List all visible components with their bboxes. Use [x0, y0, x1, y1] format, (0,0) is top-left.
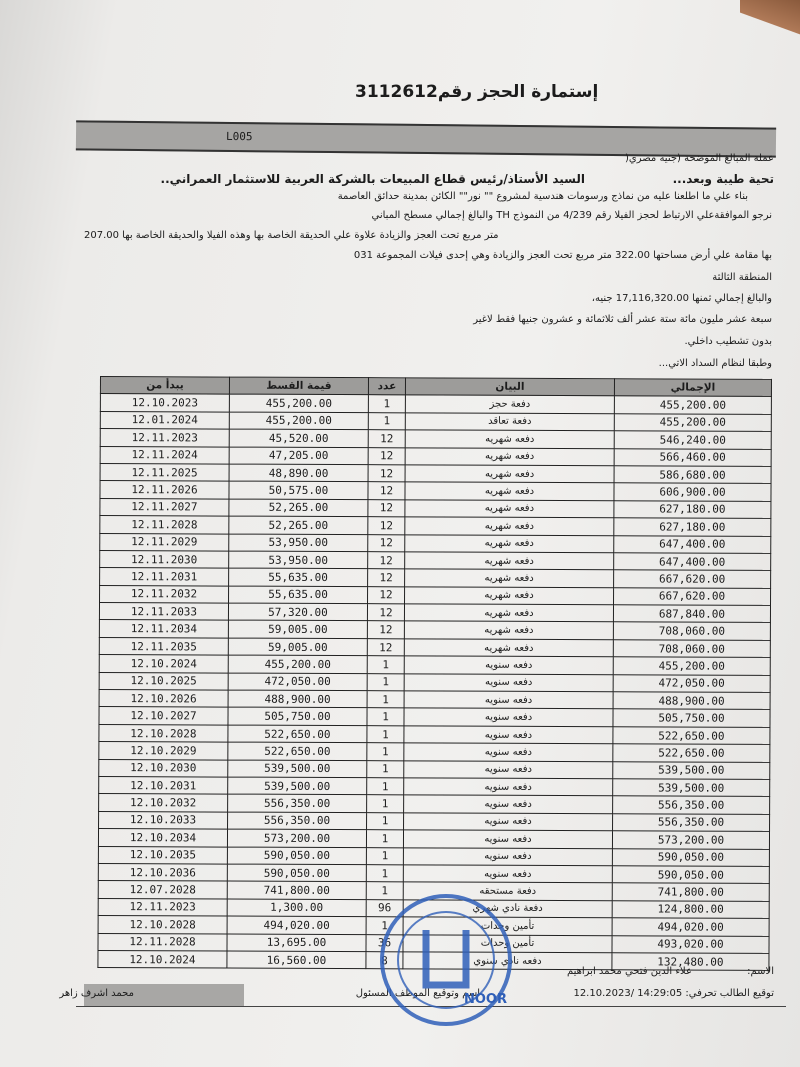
cell-total: 505,750.00	[613, 709, 770, 727]
cell-description: تأمين وحدات	[403, 934, 612, 952]
cell-start-date: 12.10.2027	[99, 707, 228, 725]
total-words-line: سبعة عشر مليون مائة ستة عشر ألف ثلاثمائة و عشرون جنيها فقط لاغير	[473, 314, 772, 325]
cell-description: دفعه سنويه	[403, 865, 612, 883]
cell-start-date: 12.10.2035	[98, 846, 227, 864]
cell-start-date: 12.10.2032	[99, 794, 228, 812]
cell-installment-value: 52,265.00	[229, 516, 368, 534]
cell-total: 586,680.00	[614, 466, 771, 484]
employee-label: اسم وتوقيع الموظف المسئول	[355, 988, 480, 999]
cell-installment-value: 53,950.00	[229, 534, 368, 552]
cell-start-date: 12.11.2023	[98, 898, 227, 916]
cell-start-date: 12.10.2024	[98, 950, 227, 968]
col-description: البيان	[405, 378, 614, 396]
form-title: إستمارة الحجز رقم3112612	[355, 82, 599, 102]
cell-total: 590,050.00	[612, 848, 769, 866]
cell-description: دفعه شهريه	[405, 465, 614, 483]
cell-start-date: 12.11.2025	[100, 463, 229, 481]
cell-installment-value: 590,050.00	[227, 864, 366, 882]
cell-installment-value: 59,005.00	[228, 638, 367, 656]
cell-start-date: 12.11.2028	[98, 933, 227, 951]
cell-total: 647,400.00	[614, 553, 771, 571]
cell-total: 494,020.00	[612, 918, 769, 936]
cell-description: دفعه سنويه	[404, 743, 613, 761]
cell-total: 493,020.00	[612, 935, 769, 953]
cell-count: 12	[368, 586, 405, 604]
cell-installment-value: 59,005.00	[228, 621, 367, 639]
cell-start-date: 12.11.2028	[100, 516, 229, 534]
cell-description: دفعه شهريه	[404, 604, 613, 622]
cell-installment-value: 522,650.00	[228, 725, 367, 743]
cell-start-date: 12.10.2024	[99, 655, 228, 673]
col-total: الإجمالي	[614, 379, 771, 397]
cell-installment-value: 522,650.00	[228, 742, 367, 760]
name-label: الاسم:	[747, 966, 774, 977]
cell-count: 96	[366, 899, 403, 917]
cell-count: 1	[366, 917, 403, 935]
payment-schedule-table	[97, 376, 772, 971]
col-start-date: يبدأ من	[100, 377, 229, 395]
cell-installment-value: 50,575.00	[229, 481, 368, 499]
cell-start-date: 12.11.2027	[100, 498, 229, 516]
cell-description: دفعة نادي شهري	[403, 900, 612, 918]
cell-total: 687,840.00	[613, 605, 770, 623]
cell-description: دفعه سنويه	[404, 760, 613, 778]
cell-total: 627,180.00	[614, 500, 771, 518]
cell-total: 741,800.00	[612, 883, 769, 901]
body-line: نرجو الموافقةعلي الارتباط لحجز الفيلا رقم 4/239 من النموذج TH والبالغ إجمالي مسطح المباني	[371, 210, 772, 221]
cell-count: 12	[368, 517, 405, 535]
cell-total: 573,200.00	[612, 831, 769, 849]
cell-total: 708,060.00	[613, 640, 770, 658]
cell-description: دفعه شهريه	[405, 447, 614, 465]
cell-count: 1	[367, 795, 404, 813]
cell-start-date: 12.11.2029	[100, 533, 229, 551]
cell-count: 1	[366, 882, 403, 900]
cell-count: 1	[366, 830, 403, 848]
cell-total: 546,240.00	[614, 431, 771, 449]
cell-count: 1	[367, 812, 404, 830]
cell-count: 1	[367, 656, 404, 674]
cell-start-date: 12.11.2034	[99, 620, 228, 638]
cell-start-date: 12.11.2032	[100, 585, 229, 603]
cell-start-date: 12.10.2034	[98, 829, 227, 847]
cell-start-date: 12.11.2024	[100, 446, 229, 464]
cell-total: 539,500.00	[613, 761, 770, 779]
cell-installment-value: 455,200.00	[229, 412, 368, 430]
cell-total: 455,200.00	[614, 414, 771, 432]
company-stamp	[376, 885, 516, 1035]
cell-total: 488,900.00	[613, 692, 770, 710]
cell-description: دفعة مستحقه	[403, 882, 612, 900]
cell-total: 566,460.00	[614, 448, 771, 466]
cell-installment-value: 47,205.00	[229, 447, 368, 465]
cell-installment-value: 455,200.00	[228, 655, 367, 673]
cell-installment-value: 741,800.00	[227, 881, 366, 899]
cell-total: 556,350.00	[613, 814, 770, 832]
cell-installment-value: 52,265.00	[229, 499, 368, 517]
cell-installment-value: 505,750.00	[228, 707, 367, 725]
cell-start-date: 12.10.2028	[99, 724, 228, 742]
cell-installment-value: 590,050.00	[227, 847, 366, 865]
cell-description: دفعه سنويه	[404, 813, 613, 831]
cell-installment-value: 494,020.00	[227, 916, 366, 934]
cell-count: 12	[367, 639, 404, 657]
cell-installment-value: 55,635.00	[229, 586, 368, 604]
cell-count: 12	[368, 465, 405, 483]
cell-description: دفعه سنويه	[404, 656, 613, 674]
desk-corner	[740, 0, 800, 35]
cell-total: 667,620.00	[614, 587, 771, 605]
cell-total: 539,500.00	[613, 779, 770, 797]
cell-count: 8	[366, 952, 403, 970]
cell-installment-value: 556,350.00	[228, 794, 367, 812]
cell-description: دفعه سنويه	[404, 726, 613, 744]
cell-description: دفعه نادي سنوي	[403, 952, 612, 970]
cell-installment-value: 1,300.00	[227, 899, 366, 917]
cell-count: 12	[368, 569, 405, 587]
cell-start-date: 12.11.2026	[100, 481, 229, 499]
cell-count: 1	[367, 691, 404, 709]
cell-description: دفعه شهريه	[405, 587, 614, 605]
body-line: المنطقة الثالثة	[712, 272, 772, 283]
cell-start-date: 12.10.2036	[98, 863, 227, 881]
cell-total: 522,650.00	[613, 727, 770, 745]
cell-description: دفعه سنويه	[403, 830, 612, 848]
cell-installment-value: 455,200.00	[229, 394, 368, 412]
cell-total: 667,620.00	[614, 570, 771, 588]
greeting: تحية طيبة وبعد...	[672, 172, 774, 186]
body-line: 207.00 متر مربع تحت العجز والزيادة علاوة علي الحديقة الخاصة بها وهذه الفيلا والحديقة الخاصة بها	[84, 230, 499, 241]
cell-total: 647,400.00	[614, 535, 771, 553]
cell-start-date: 12.10.2026	[99, 690, 228, 708]
cell-total: 708,060.00	[613, 622, 770, 640]
cell-count: 12	[368, 482, 405, 500]
cell-description: دفعه سنويه	[404, 691, 613, 709]
applicant-signature: توقيع الطالب تحرفي: 14:29:05 /12.10.2023	[573, 988, 774, 999]
cell-count: 1	[368, 395, 405, 413]
cell-total: 590,050.00	[612, 866, 769, 884]
cell-start-date: 12.07.2028	[98, 881, 227, 899]
cell-start-date: 12.11.2035	[99, 637, 228, 655]
cell-installment-value: 472,050.00	[228, 673, 367, 691]
stamp-logo-text: NOOR	[464, 992, 507, 1007]
col-count: عدد	[368, 378, 405, 396]
cell-count: 1	[367, 673, 404, 691]
cell-total: 455,200.00	[613, 657, 770, 675]
cell-description: دفعه شهريه	[405, 534, 614, 552]
cell-description: دفعه سنويه	[404, 795, 613, 813]
cell-start-date: 12.10.2030	[99, 759, 228, 777]
cell-start-date: 12.11.2030	[100, 550, 229, 568]
cell-installment-value: 573,200.00	[227, 829, 366, 847]
cell-description: تأمين وحدات	[403, 917, 612, 935]
cell-installment-value: 539,500.00	[228, 777, 367, 795]
cell-description: دفعه شهريه	[405, 552, 614, 570]
cell-description: دفعه شهريه	[405, 517, 614, 535]
cell-count: 12	[367, 604, 404, 622]
cell-start-date: 12.10.2028	[98, 916, 227, 934]
cell-total: 627,180.00	[614, 518, 771, 536]
cell-count: 1	[366, 847, 403, 865]
addressee: السيد الأستاذ/رئيس قطاع المبيعات بالشركة العربية للاستثمار العمراني..	[160, 172, 585, 186]
cell-start-date: 12.10.2025	[99, 672, 228, 690]
body-line: بناء علي ما اطلعنا عليه من نماذج ورسومات هندسية لمشروع "" نور"" الكائن بمدينة حدائق العاصمة	[337, 191, 748, 202]
cell-total: 472,050.00	[613, 674, 770, 692]
col-installment: قيمة القسط	[229, 377, 368, 395]
applicant-name: علاء الدين فتحي محمد ابراهيم	[566, 966, 692, 977]
cell-count: 1	[368, 412, 405, 430]
cell-total: 124,800.00	[612, 900, 769, 918]
cell-description: دفعه شهريه	[405, 430, 614, 448]
currency-line: عملة المبالغ الموضحة (جنيه مصري(	[624, 153, 774, 164]
cell-description: دفعه شهريه	[405, 500, 614, 518]
finishing-line: بدون تشطيب داخلي.	[684, 336, 772, 347]
cell-count: 1	[367, 778, 404, 796]
cell-start-date: 12.10.2023	[100, 394, 229, 412]
cell-installment-value: 539,500.00	[228, 760, 367, 778]
cell-description: دفعه شهريه	[404, 621, 613, 639]
cell-installment-value: 556,350.00	[228, 812, 367, 830]
cell-start-date: 12.11.2023	[100, 429, 229, 447]
cell-description: دفعه شهريه	[405, 482, 614, 500]
cell-description: دفعه سنويه	[404, 673, 613, 691]
cell-start-date: 12.01.2024	[100, 411, 229, 429]
unit-code: L005	[225, 129, 253, 144]
cell-start-date: 12.10.2031	[99, 776, 228, 794]
cell-total: 132,480.00	[612, 953, 769, 971]
cell-count: 12	[368, 552, 405, 570]
cell-start-date: 12.10.2029	[99, 742, 228, 760]
cell-count: 36	[366, 934, 403, 952]
cell-description: دفعه سنويه	[404, 778, 613, 796]
cell-description: دفعه شهريه	[404, 639, 613, 657]
cell-count: 12	[367, 621, 404, 639]
body-line: بها مقامة علي أرض مساحتها 322.00 متر مربع تحت العجز والزيادة وهي إحدى فيلات المجموعة 031	[353, 250, 772, 261]
cell-installment-value: 13,695.00	[227, 934, 366, 952]
cell-count: 12	[368, 430, 405, 448]
cell-installment-value: 53,950.00	[229, 551, 368, 569]
cell-installment-value: 57,320.00	[228, 603, 367, 621]
cell-description: دفعه سنويه	[403, 847, 612, 865]
cell-count: 1	[367, 743, 404, 761]
cell-start-date: 12.11.2031	[100, 568, 229, 586]
cell-count: 1	[367, 760, 404, 778]
payment-intro: وطبقا لنظام السداد الاتي...	[658, 358, 772, 369]
cell-total: 522,650.00	[613, 744, 770, 762]
cell-description: دفعه سنويه	[404, 708, 613, 726]
cell-description: دفعة تعاقد	[405, 413, 614, 431]
cell-count: 12	[368, 534, 405, 552]
cell-installment-value: 16,560.00	[227, 951, 366, 969]
cell-installment-value: 55,635.00	[229, 568, 368, 586]
cell-count: 12	[368, 499, 405, 517]
cell-count: 12	[368, 447, 405, 465]
cell-start-date: 12.10.2033	[99, 811, 228, 829]
cell-total: 556,350.00	[613, 796, 770, 814]
cell-description: دفعة حجز	[405, 395, 614, 413]
cell-count: 1	[366, 865, 403, 883]
cell-count: 1	[367, 708, 404, 726]
cell-total: 606,900.00	[614, 483, 771, 501]
cell-description: دفعه شهريه	[405, 569, 614, 587]
employee-name: محمد اشرف زاهر	[59, 988, 134, 999]
cell-total: 455,200.00	[614, 396, 771, 414]
cell-start-date: 12.11.2033	[99, 603, 228, 621]
total-price-line: والبالغ إجمالي ثمنها 17,116,320.00 جنيه،	[591, 293, 772, 304]
cell-installment-value: 48,890.00	[229, 464, 368, 482]
cell-installment-value: 488,900.00	[228, 690, 367, 708]
cell-installment-value: 45,520.00	[229, 429, 368, 447]
cell-count: 1	[367, 725, 404, 743]
